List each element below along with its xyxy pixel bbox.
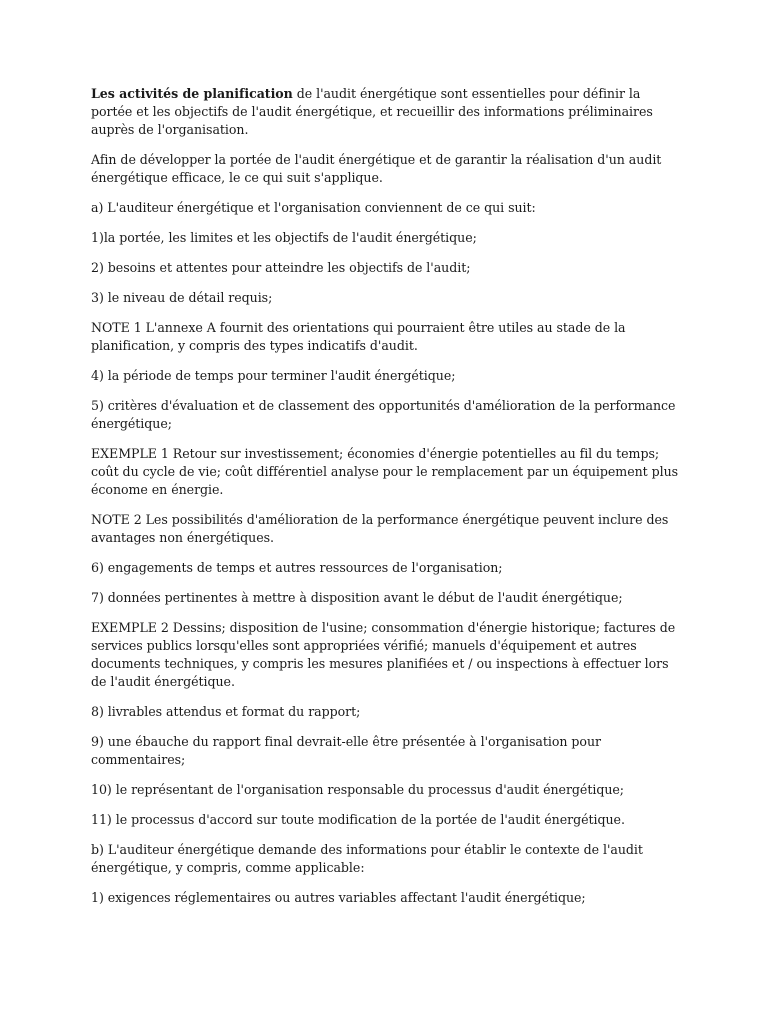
item-b: b) L'auditeur énergétique demande des informations pour établir le contexte de l'audit énergétique, y compris, comme applicable: [91,842,643,875]
note-1: NOTE 1 L'annexe A fournit des orientations qui pourraient être utiles au stade de la planification, y compris des types indicatifs d'audit. [91,320,626,353]
paragraph-scope: Afin de développer la portée de l'audit énergétique et de garantir la réalisation d'un audit énergétique efficace, le ce qui suit s'applique. [91,152,662,185]
item-a-3: 3) le niveau de détail requis; [91,290,273,305]
item-a-4: 4) la période de temps pour terminer l'audit énergétique; [91,368,456,383]
item-a: a) L'auditeur énergétique et l'organisation conviennent de ce qui suit: [91,200,536,215]
item-a-2: 2) besoins et attentes pour atteindre les objectifs de l'audit; [91,260,471,275]
item-a-5: 5) critères d'évaluation et de classement des opportunités d'amélioration de la performance énergétique; [91,398,676,431]
example-2: EXEMPLE 2 Dessins; disposition de l'usine; consommation d'énergie historique; factures de services publics lorsqu'elles sont appropriées vérifié; manuels d'équipement et autres documents techniques, y compris les mesures planifiées et / ou inspections à effectuer lors de l'audit énergétique. [91,620,676,689]
intro-text: de l'audit énergétique sont essentielles pour définir la portée et les objectifs de l'audit énergétique, et recueillir des informations préliminaires auprès de l'organisation. [91,86,653,137]
item-a-8: 8) livrables attendus et format du rapport; [91,704,361,719]
item-a-9: 9) une ébauche du rapport final devrait-elle être présentée à l'organisation pour commentaires; [91,734,601,767]
item-a-1: 1)la portée, les limites et les objectifs de l'audit énergétique; [91,230,477,245]
example-1: EXEMPLE 1 Retour sur investissement; économies d'énergie potentielles au fil du temps; coût du cycle de vie; coût différentiel analyse pour le remplacement par un équipement plus économe en énergie. [91,446,679,497]
item-a-6: 6) engagements de temps et autres ressources de l'organisation; [91,560,503,575]
item-a-10: 10) le représentant de l'organisation responsable du processus d'audit énergétique; [91,782,624,797]
item-a-7: 7) données pertinentes à mettre à disposition avant le début de l'audit énergétique; [91,590,623,605]
note-2: NOTE 2 Les possibilités d'amélioration de la performance énergétique peuvent inclure des avantages non énergétiques. [91,512,669,545]
intro-bold-lead: Les activités de planification [91,86,293,101]
document-body [91,85,679,919]
item-a-11: 11) le processus d'accord sur toute modification de la portée de l'audit énergétique. [91,812,625,827]
item-b-1: 1) exigences réglementaires ou autres variables affectant l'audit énergétique; [91,890,586,905]
intro-paragraph [91,85,679,139]
